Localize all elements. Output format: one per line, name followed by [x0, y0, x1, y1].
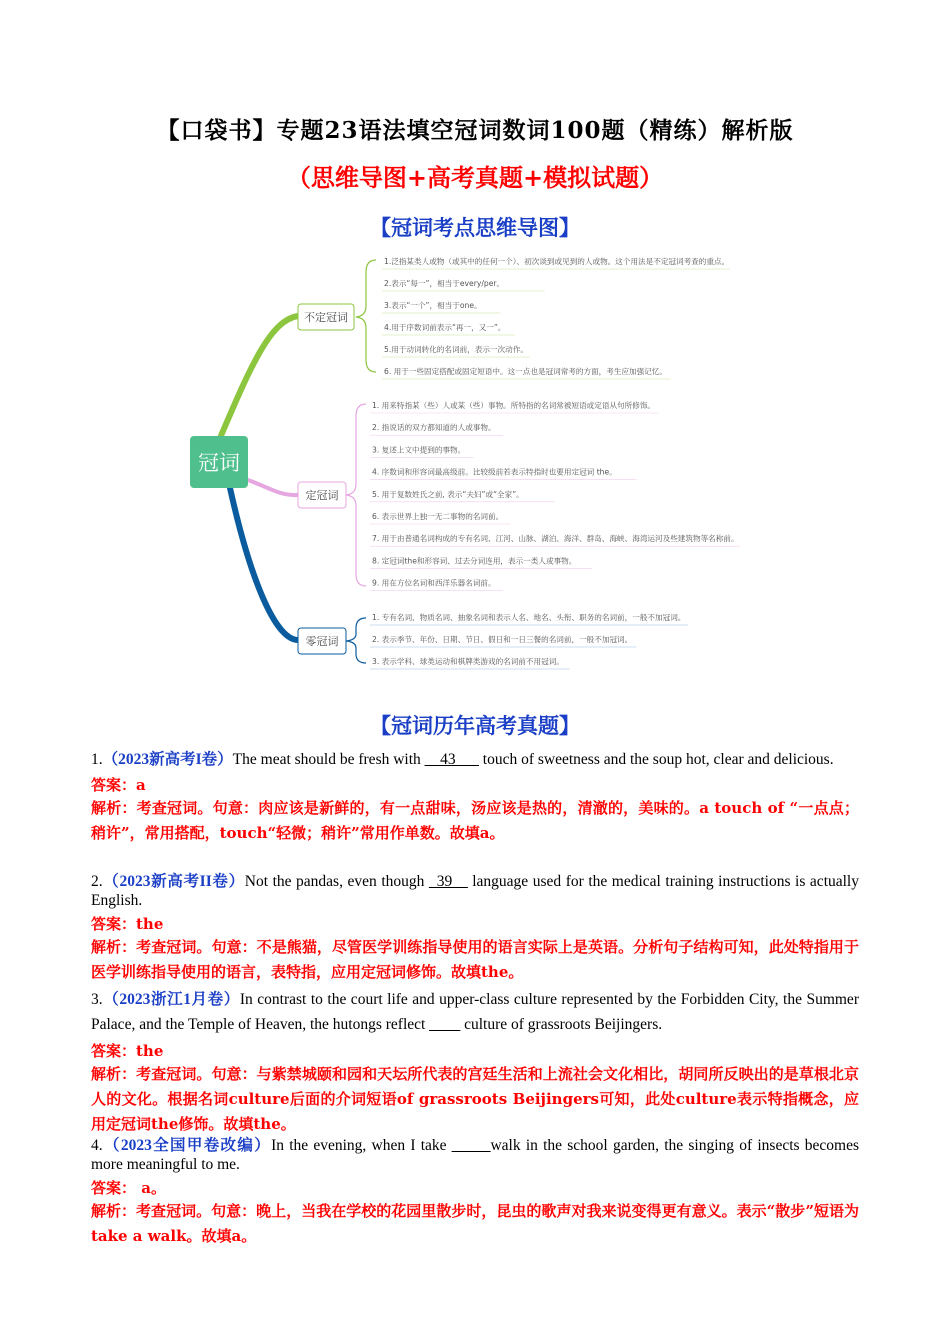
mindmap-leaf-item: 6. 用于一些固定搭配或固定短语中。这一点也是冠词常考的方面，考生应加强记忆。 — [384, 367, 668, 376]
exam-section-title: 【冠词历年高考真题】 — [370, 714, 580, 738]
answer-line: 答案： a。 — [91, 1179, 166, 1197]
mindmap-leaf-item: 3. 表示学科、球类运动和棋牌类游戏的名词前不用冠词。 — [372, 657, 564, 666]
branch-label-zero: 零冠词 — [305, 635, 339, 648]
answer-blank: _____ — [451, 1137, 491, 1154]
mindmap-leaf-item: 4.用于序数词前表示“再一，又一”。 — [384, 323, 506, 332]
leaf-group-indefinite — [382, 256, 730, 379]
answer-blank: ____ — [429, 1016, 461, 1033]
question-source: （2023全国甲卷改编） — [102, 1137, 272, 1154]
branch-line-indefinite — [220, 316, 298, 438]
question-source: （2023浙江1月卷） — [102, 991, 240, 1008]
mindmap-leaf-item: 2. 指说话的双方都知道的人或事物。 — [372, 423, 496, 433]
explanation: 解析：考查冠词。句意：晚上，当我在学校的花园里散步时，昆虫的歌声对我来说变得更有意义。表示“散步”短语为take a walk。故填a。 — [91, 1202, 859, 1245]
answer-line: 答案：a — [91, 776, 146, 794]
mindmap-leaf-item: 5.用于动词转化的名词前，表示一次动作。 — [384, 345, 528, 354]
mindmap-leaf-item: 1.泛指某类人或物（或其中的任何一个）、初次谈到或见到的人或物。这个用法是不定冠词考查的重点。 — [384, 257, 730, 266]
mindmap-leaf-item: 3. 复述上文中提到的事物。 — [372, 445, 466, 455]
page-title: 【口袋书】专题23语法填空冠词数词100题（精练）解析版 — [156, 117, 794, 144]
branch-line-zero — [230, 488, 298, 640]
question-text: 1.（2023新高考I卷）The meat should be fresh with __43___ touch of sweetness and the soup hot, clear and delicious. — [91, 751, 834, 768]
mindmap-leaf-item: 2. 表示季节、年份、日期、节日、假日和一日三餐的名词前，一般不加冠词。 — [372, 635, 633, 644]
answer-blank: __43___ — [424, 751, 479, 768]
mindmap-leaf-item: 4. 序数词和形容词最高级前。比较级前若表示特指时也要用定冠词 the。 — [372, 467, 617, 477]
mindmap-leaf-item: 7. 用于由普通名词构成的专有名词、江河、山脉、湖泊、海洋、群岛、海峡、海湾运河及些建筑物等名称前。 — [372, 534, 739, 544]
question-source: （2023新高考I卷） — [102, 751, 233, 768]
mindmap-leaf-item: 2.表示“每一”，相当于every/per。 — [384, 279, 505, 288]
question-block — [91, 872, 859, 985]
answer-line: 答案：the — [91, 1042, 164, 1060]
mindmap-leaf-item: 5. 用于复数姓氏之前, 表示“夫妇”或“全家”。 — [372, 489, 524, 499]
question-block — [91, 1136, 859, 1249]
question-block — [91, 749, 859, 846]
mindmap-leaf-item: 1. 专有名词、物质名词、抽象名词和表示人名、地名、头衔、职务的名词前，一般不加冠词。 — [372, 613, 686, 622]
leaf-group-zero — [370, 612, 688, 669]
branch-line-definite — [248, 480, 298, 495]
mindmap-leaf-item: 8. 定冠词the和形容词、过去分词连用，表示一类人或事物。 — [372, 556, 577, 566]
answer-line: 答案：the — [91, 915, 164, 933]
explanation: 解析：考查冠词。句意：肉应该是新鲜的，有一点甜味，汤应该是热的，清澈的，美味的。a touch of “一点点；稍许”，常用搭配，touch“轻微；稍许”常用作单数。故填a。 — [91, 799, 859, 842]
question-block — [91, 987, 859, 1137]
bracket-definite — [346, 404, 366, 586]
page-subtitle: （思维导图+高考真题+模拟试题） — [286, 163, 664, 192]
mindmap-section-title: 【冠词考点思维导图】 — [370, 216, 580, 240]
article-mindmap — [180, 248, 780, 678]
mindmap-leaf-item: 6. 表示世界上独一无二事物的名词前。 — [372, 512, 504, 521]
question-text: 3.（2023浙江1月卷）In contrast to the court life and upper-class culture represented by the Forbidden City, the Summer Palace, and the Temple of Heaven, the hutongs reflect ____ culture of grassroots Beijingers. — [91, 991, 859, 1033]
bracket-indefinite — [356, 260, 376, 372]
bracket-zero — [346, 618, 366, 663]
mindmap-leaf-item: 3.表示“一个”，相当于one。 — [384, 301, 482, 310]
mindmap-leaf-item: 9. 用在方位名词和西洋乐器名词前。 — [372, 578, 496, 588]
mindmap-leaf-item: 1. 用来特指某（些）人或某（些）事物。所特指的名词常被短语或定语从句所修饰。 — [372, 401, 656, 410]
explanation: 解析：考查冠词。句意：与紫禁城颐和园和天坛所代表的宫廷生活和上流社会文化相比，胡同所反映出的是草根北京人的文化。根据名词culture后面的介词短语of grassroots Beijingers可知，此处culture表示特指概念，应用定冠词the修饰。故填the。 — [91, 1065, 859, 1133]
question-text: 2.（2023新高考II卷）Not the pandas, even though _39__ language used for the medical training instructions is actually English. — [91, 873, 859, 909]
root-node-label: 冠词 — [198, 451, 240, 475]
leaf-group-definite — [370, 400, 740, 591]
question-source: （2023新高考II卷） — [102, 873, 245, 890]
answer-blank: _39__ — [428, 873, 468, 890]
branch-label-indefinite: 不定冠词 — [304, 311, 348, 324]
explanation: 解析：考查冠词。句意：不是熊猫，尽管医学训练指导使用的语言实际上是英语。分析句子结构可知，此处特指用于医学训练指导使用的语言，表特指，应用定冠词修饰。故填the。 — [91, 938, 859, 981]
branch-label-definite: 定冠词 — [305, 489, 339, 502]
question-text: 4.（2023全国甲卷改编）In the evening, when I take _____walk in the school garden, the singing of insects becomes more meaningful to me. — [91, 1137, 859, 1173]
